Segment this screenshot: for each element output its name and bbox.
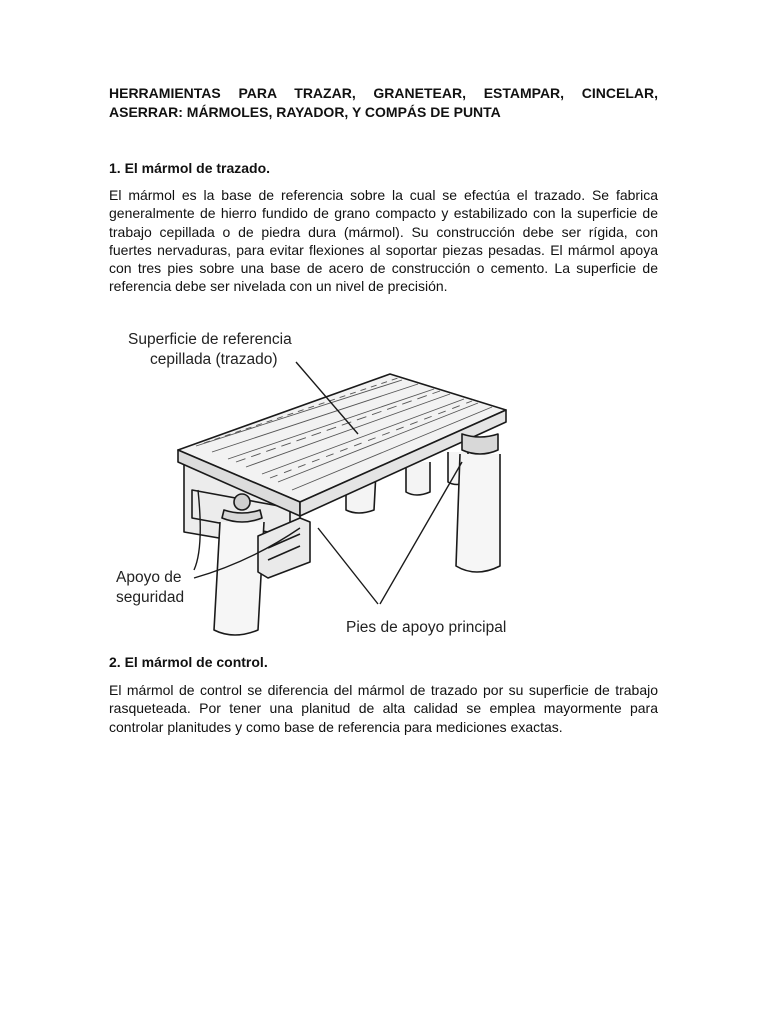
- section-1-heading: 1. El mármol de trazado.: [109, 160, 271, 176]
- title-line-2: ASERRAR: MÁRMOLES, RAYADOR, Y COMPÁS DE PUNTA: [109, 104, 501, 120]
- section-2-heading: 2. El mármol de control.: [109, 654, 268, 670]
- label-safety-line-2: seguridad: [116, 589, 185, 606]
- section-2-paragraph: El mármol de control se diferencia del mármol de trazado por su superficie de trabajo rasqueteada. Por tener una planitud de alta calidad se emplea mayormente para controlar planitudes y como base de referencia para mediciones exactas.: [109, 682, 658, 735]
- label-main-feet: Pies de apoyo principal: [346, 619, 507, 636]
- label-surface-line-1: Superficie de referencia: [128, 331, 292, 348]
- label-surface-line-2: cepillada (trazado): [150, 351, 278, 368]
- title-line-1: HERRAMIENTAS PARA TRAZAR, GRANETEAR, ESTAMPAR, CINCELAR,: [109, 85, 658, 101]
- marble-table-illustration: [100, 322, 540, 642]
- document-title: [109, 84, 658, 122]
- label-safety-line-1: Apoyo de: [116, 569, 182, 586]
- section-1-paragraph: El mármol es la base de referencia sobre la cual se efectúa el trazado. Se fabrica generalmente de hierro fundido de grano compacto y estabilizado con la superficie de trabajo cepillada o de piedra dura (mármol). Su construcción debe ser rígida, con fuertes nervaduras, para evitar flexiones al soportar piezas pesadas. El mármol apoya con tres pies sobre una base de acero de construcción o cemento. La superficie de referencia debe ser nivelada con un nivel de precisión.: [109, 187, 658, 295]
